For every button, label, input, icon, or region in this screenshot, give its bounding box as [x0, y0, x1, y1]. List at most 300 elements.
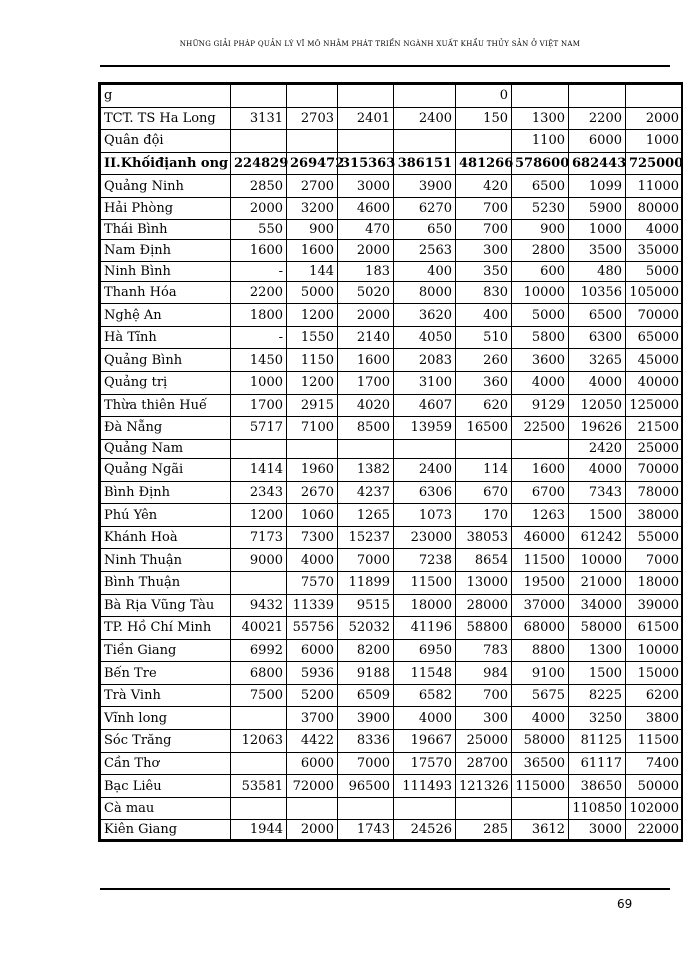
- table-cell: 2200: [569, 107, 626, 130]
- row-label: Bình Thuận: [101, 572, 231, 595]
- table-cell: 1200: [231, 504, 287, 527]
- table-cell: 5000: [512, 304, 569, 327]
- table-cell: 1265: [338, 504, 394, 527]
- table-cell: 11548: [394, 662, 456, 685]
- table-cell: 4600: [338, 197, 394, 220]
- table-cell: 24526: [394, 820, 456, 840]
- table-cell: 52032: [338, 617, 394, 640]
- table-row: [101, 481, 683, 504]
- table-cell: [231, 439, 287, 458]
- table-cell: 3700: [287, 707, 338, 730]
- header-rule: [100, 65, 670, 67]
- table-cell: 19500: [512, 572, 569, 595]
- table-row: [101, 820, 683, 840]
- table-cell: 900: [287, 220, 338, 239]
- table-row: [101, 549, 683, 572]
- table-cell: 34000: [569, 594, 626, 617]
- table-cell: 4050: [394, 326, 456, 349]
- table-cell: 2400: [394, 107, 456, 130]
- table-cell: [231, 130, 287, 153]
- table-cell: [512, 439, 569, 458]
- table-cell: 6000: [569, 130, 626, 153]
- table-cell: 1414: [231, 459, 287, 482]
- table-cell: [231, 85, 287, 108]
- row-label: Ninh Bình: [101, 262, 231, 281]
- table-row: [101, 752, 683, 775]
- table-cell: 170: [456, 504, 512, 527]
- table-cell: 2670: [287, 481, 338, 504]
- table-cell: 6200: [626, 684, 683, 707]
- table-cell: 12063: [231, 730, 287, 753]
- table-row: [101, 662, 683, 685]
- table-cell: 7000: [338, 752, 394, 775]
- table-row: [101, 594, 683, 617]
- table-cell: 55756: [287, 617, 338, 640]
- table-cell: 269472: [287, 152, 338, 175]
- table-cell: 2000: [338, 239, 394, 262]
- table-cell: 38053: [456, 526, 512, 549]
- table-cell: 38650: [569, 775, 626, 798]
- table-cell: 18000: [626, 572, 683, 595]
- table-cell: 3000: [569, 820, 626, 840]
- table-cell: 830: [456, 281, 512, 304]
- table-cell: 1000: [231, 372, 287, 395]
- table-cell: [338, 797, 394, 820]
- table-cell: [287, 439, 338, 458]
- table-cell: 2700: [287, 175, 338, 198]
- table-cell: 1200: [287, 304, 338, 327]
- table-cell: 105000: [626, 281, 683, 304]
- table-cell: 58800: [456, 617, 512, 640]
- table-cell: 8200: [338, 639, 394, 662]
- table-cell: -: [231, 326, 287, 349]
- table-cell: 670: [456, 481, 512, 504]
- row-label: Quảng Ngãi: [101, 459, 231, 482]
- table-cell: 121326: [456, 775, 512, 798]
- table-cell: 4237: [338, 481, 394, 504]
- table-cell: 9515: [338, 594, 394, 617]
- table-cell: 6000: [287, 639, 338, 662]
- row-label: Thừa thiên Huế: [101, 394, 231, 417]
- table-cell: 1944: [231, 820, 287, 840]
- table-cell: 650: [394, 220, 456, 239]
- table-cell: 19626: [569, 417, 626, 440]
- table-cell: 22000: [626, 820, 683, 840]
- table-row: [101, 152, 683, 175]
- table-cell: 550: [231, 220, 287, 239]
- table-cell: 1500: [569, 504, 626, 527]
- table-cell: 4000: [512, 372, 569, 395]
- table-cell: [338, 439, 394, 458]
- table-cell: 3620: [394, 304, 456, 327]
- table-row: [101, 197, 683, 220]
- table-cell: 114: [456, 459, 512, 482]
- table-cell: 39000: [626, 594, 683, 617]
- table-cell: 8800: [512, 639, 569, 662]
- table-cell: 470: [338, 220, 394, 239]
- table-row: [101, 372, 683, 395]
- table-row: [101, 262, 683, 281]
- table-cell: 40000: [626, 372, 683, 395]
- table-cell: 125000: [626, 394, 683, 417]
- table-cell: [287, 130, 338, 153]
- row-label: Tiền Giang: [101, 639, 231, 662]
- table-cell: 2000: [626, 107, 683, 130]
- table-cell: 578600: [512, 152, 569, 175]
- table-cell: 315363: [338, 152, 394, 175]
- table-cell: 5717: [231, 417, 287, 440]
- table-cell: 22500: [512, 417, 569, 440]
- table-cell: 1000: [569, 220, 626, 239]
- table-cell: 9432: [231, 594, 287, 617]
- table-cell: 1700: [338, 372, 394, 395]
- table-cell: 2800: [512, 239, 569, 262]
- table-cell: 2000: [231, 197, 287, 220]
- table-cell: 13000: [456, 572, 512, 595]
- table-cell: [456, 797, 512, 820]
- table-cell: 5675: [512, 684, 569, 707]
- table-cell: 5230: [512, 197, 569, 220]
- row-label: Khánh Hoà: [101, 526, 231, 549]
- table-cell: 700: [456, 197, 512, 220]
- table-cell: 4422: [287, 730, 338, 753]
- table-cell: 5900: [569, 197, 626, 220]
- row-label: Bạc Liêu: [101, 775, 231, 798]
- table-cell: 13959: [394, 417, 456, 440]
- table-cell: 53581: [231, 775, 287, 798]
- table-cell: 15000: [626, 662, 683, 685]
- table-cell: 481266: [456, 152, 512, 175]
- table-row: [101, 394, 683, 417]
- table-cell: 183: [338, 262, 394, 281]
- running-header: NHỮNG GIẢI PHÁP QUẢN LÝ VĨ MÔ NHẰM PHÁT TRIỂN NGÀNH XUẤT KHẨU THỦY SẢN Ở VIỆT NAM: [179, 40, 581, 48]
- table-cell: [231, 797, 287, 820]
- table-cell: 80000: [626, 197, 683, 220]
- row-label: Quảng Bình: [101, 349, 231, 372]
- table-cell: 5200: [287, 684, 338, 707]
- table-cell: 5936: [287, 662, 338, 685]
- table-cell: 620: [456, 394, 512, 417]
- table-cell: 7173: [231, 526, 287, 549]
- row-label: Cần Thơ: [101, 752, 231, 775]
- table-cell: [231, 707, 287, 730]
- table-cell: 70000: [626, 459, 683, 482]
- row-label: Quảng trị: [101, 372, 231, 395]
- table-cell: 8500: [338, 417, 394, 440]
- table-cell: 6500: [512, 175, 569, 198]
- table-cell: 1263: [512, 504, 569, 527]
- table-cell: 3250: [569, 707, 626, 730]
- row-label: Phú Yên: [101, 504, 231, 527]
- table-cell: 900: [512, 220, 569, 239]
- row-label: Quảng Ninh: [101, 175, 231, 198]
- table-cell: 50000: [626, 775, 683, 798]
- table-cell: 3100: [394, 372, 456, 395]
- table-cell: 1550: [287, 326, 338, 349]
- table-cell: 18000: [394, 594, 456, 617]
- table-cell: 3200: [287, 197, 338, 220]
- table-row: [101, 130, 683, 153]
- table-cell: 700: [456, 684, 512, 707]
- table-cell: 1800: [231, 304, 287, 327]
- table-cell: 350: [456, 262, 512, 281]
- table-cell: [338, 130, 394, 153]
- table-cell: 0: [456, 85, 512, 108]
- table-cell: 7000: [338, 549, 394, 572]
- table-cell: 21500: [626, 417, 683, 440]
- table-cell: 78000: [626, 481, 683, 504]
- table-cell: 68000: [512, 617, 569, 640]
- table-cell: 72000: [287, 775, 338, 798]
- row-label: Thái Bình: [101, 220, 231, 239]
- table-cell: 5000: [287, 281, 338, 304]
- table-cell: [456, 130, 512, 153]
- table-cell: 7570: [287, 572, 338, 595]
- row-label: Bà Rịa Vũng Tàu: [101, 594, 231, 617]
- row-label: Bến Tre: [101, 662, 231, 685]
- table-cell: 40021: [231, 617, 287, 640]
- row-label: Đà Nẵng: [101, 417, 231, 440]
- table-cell: 1600: [231, 239, 287, 262]
- table-cell: 1700: [231, 394, 287, 417]
- table-cell: 300: [456, 239, 512, 262]
- table-cell: 81125: [569, 730, 626, 753]
- data-table: [100, 84, 683, 840]
- table-cell: 17570: [394, 752, 456, 775]
- table-cell: [338, 85, 394, 108]
- table-cell: 2563: [394, 239, 456, 262]
- table-row: [101, 775, 683, 798]
- row-label: Hà Tĩnh: [101, 326, 231, 349]
- row-label: TCT. TS Ha Long: [101, 107, 231, 130]
- table-row: [101, 85, 683, 108]
- table-cell: 2343: [231, 481, 287, 504]
- table-cell: 4000: [287, 549, 338, 572]
- table-cell: [287, 797, 338, 820]
- table-row: [101, 107, 683, 130]
- table-cell: 1600: [287, 239, 338, 262]
- row-label: Kiên Giang: [101, 820, 231, 840]
- table-cell: 55000: [626, 526, 683, 549]
- table-cell: 4000: [569, 372, 626, 395]
- table-cell: 28700: [456, 752, 512, 775]
- footer-rule: [100, 888, 670, 890]
- table-cell: 1500: [569, 662, 626, 685]
- table-cell: 110850: [569, 797, 626, 820]
- table-cell: [626, 85, 683, 108]
- row-label: g: [101, 85, 231, 108]
- table-cell: 1150: [287, 349, 338, 372]
- table-cell: 5020: [338, 281, 394, 304]
- table-cell: 7343: [569, 481, 626, 504]
- table-row: [101, 220, 683, 239]
- table-cell: 700: [456, 220, 512, 239]
- table-cell: 1100: [512, 130, 569, 153]
- table-cell: 4000: [626, 220, 683, 239]
- table-cell: [569, 85, 626, 108]
- row-label: II.Khốiđịanh ong: [101, 152, 231, 175]
- table-cell: 2401: [338, 107, 394, 130]
- table-cell: 11500: [394, 572, 456, 595]
- table-cell: 9000: [231, 549, 287, 572]
- table-cell: 400: [394, 262, 456, 281]
- table-cell: 11500: [626, 730, 683, 753]
- table-cell: 3612: [512, 820, 569, 840]
- table-cell: 386151: [394, 152, 456, 175]
- table-cell: 2420: [569, 439, 626, 458]
- table-cell: 6950: [394, 639, 456, 662]
- table-cell: 58000: [569, 617, 626, 640]
- table-cell: 1600: [338, 349, 394, 372]
- table-cell: 2850: [231, 175, 287, 198]
- table-row: [101, 326, 683, 349]
- table-cell: [394, 85, 456, 108]
- table-cell: 1200: [287, 372, 338, 395]
- table-cell: [287, 85, 338, 108]
- table-cell: [512, 797, 569, 820]
- table-cell: 36500: [512, 752, 569, 775]
- table-cell: [512, 85, 569, 108]
- table-cell: [231, 752, 287, 775]
- table-cell: 8225: [569, 684, 626, 707]
- row-label: Nghệ An: [101, 304, 231, 327]
- table-cell: 45000: [626, 349, 683, 372]
- table-cell: 2140: [338, 326, 394, 349]
- table-cell: 115000: [512, 775, 569, 798]
- table-cell: 3900: [338, 707, 394, 730]
- table-cell: 37000: [512, 594, 569, 617]
- row-label: Sóc Trăng: [101, 730, 231, 753]
- row-label: Nam Định: [101, 239, 231, 262]
- table-cell: 10356: [569, 281, 626, 304]
- table-cell: 9188: [338, 662, 394, 685]
- table-cell: 224829: [231, 152, 287, 175]
- table-row: [101, 707, 683, 730]
- table-cell: 1300: [569, 639, 626, 662]
- table-cell: 480: [569, 262, 626, 281]
- table-cell: 7300: [287, 526, 338, 549]
- table-cell: 10000: [512, 281, 569, 304]
- table-cell: 1382: [338, 459, 394, 482]
- page-number: 69: [617, 897, 633, 911]
- table-cell: 11000: [626, 175, 683, 198]
- table-cell: 25000: [626, 439, 683, 458]
- table-cell: 1060: [287, 504, 338, 527]
- table-cell: 400: [456, 304, 512, 327]
- row-label: Hải Phòng: [101, 197, 231, 220]
- table-cell: 420: [456, 175, 512, 198]
- table-cell: -: [231, 262, 287, 281]
- table-cell: 38000: [626, 504, 683, 527]
- table-cell: [456, 439, 512, 458]
- table-cell: 96500: [338, 775, 394, 798]
- table-cell: 1600: [512, 459, 569, 482]
- row-label: Quân đội: [101, 130, 231, 153]
- table-cell: 65000: [626, 326, 683, 349]
- table-cell: 6582: [394, 684, 456, 707]
- table-cell: [394, 130, 456, 153]
- table-cell: 300: [456, 707, 512, 730]
- table-cell: 6306: [394, 481, 456, 504]
- table-cell: 285: [456, 820, 512, 840]
- table-cell: 3000: [338, 175, 394, 198]
- table-row: [101, 526, 683, 549]
- table-row: [101, 439, 683, 458]
- table-cell: 4000: [569, 459, 626, 482]
- table-cell: 102000: [626, 797, 683, 820]
- table-cell: 600: [512, 262, 569, 281]
- table-row: [101, 797, 683, 820]
- table-cell: 984: [456, 662, 512, 685]
- table-cell: 144: [287, 262, 338, 281]
- table-cell: 8654: [456, 549, 512, 572]
- table-cell: 5000: [626, 262, 683, 281]
- table-cell: [394, 797, 456, 820]
- table-row: [101, 639, 683, 662]
- table-cell: 1450: [231, 349, 287, 372]
- table-cell: 510: [456, 326, 512, 349]
- table-cell: 61500: [626, 617, 683, 640]
- table-row: [101, 349, 683, 372]
- table-cell: 3500: [569, 239, 626, 262]
- table-cell: 16500: [456, 417, 512, 440]
- table-cell: 3900: [394, 175, 456, 198]
- table-cell: 35000: [626, 239, 683, 262]
- table-cell: 2000: [287, 820, 338, 840]
- table-cell: 3265: [569, 349, 626, 372]
- table-row: [101, 304, 683, 327]
- table-cell: 25000: [456, 730, 512, 753]
- table-cell: 783: [456, 639, 512, 662]
- table-cell: 725000: [626, 152, 683, 175]
- table-cell: 1099: [569, 175, 626, 198]
- table-cell: 4020: [338, 394, 394, 417]
- table-cell: 9100: [512, 662, 569, 685]
- table-cell: 150: [456, 107, 512, 130]
- table-cell: 1960: [287, 459, 338, 482]
- table-cell: 7000: [626, 549, 683, 572]
- table-cell: 19667: [394, 730, 456, 753]
- table-cell: 2400: [394, 459, 456, 482]
- table-row: [101, 459, 683, 482]
- table-cell: 6000: [287, 752, 338, 775]
- table-cell: 61242: [569, 526, 626, 549]
- table-cell: 4000: [394, 707, 456, 730]
- table-cell: 6300: [569, 326, 626, 349]
- table-cell: 58000: [512, 730, 569, 753]
- table-cell: 260: [456, 349, 512, 372]
- table-cell: 11899: [338, 572, 394, 595]
- table-cell: 23000: [394, 526, 456, 549]
- table-row: [101, 175, 683, 198]
- table-cell: 2200: [231, 281, 287, 304]
- table-cell: 41196: [394, 617, 456, 640]
- table-cell: 7500: [231, 684, 287, 707]
- table-row: [101, 684, 683, 707]
- table-cell: 6500: [569, 304, 626, 327]
- table-row: [101, 281, 683, 304]
- table-cell: 10000: [626, 639, 683, 662]
- table-cell: 1073: [394, 504, 456, 527]
- data-table-frame: [98, 82, 683, 842]
- table-cell: 6509: [338, 684, 394, 707]
- table-cell: 5800: [512, 326, 569, 349]
- row-label: TP. Hồ Chí Minh: [101, 617, 231, 640]
- table-cell: 7100: [287, 417, 338, 440]
- table-row: [101, 730, 683, 753]
- table-cell: 2000: [338, 304, 394, 327]
- row-label: Thanh Hóa: [101, 281, 231, 304]
